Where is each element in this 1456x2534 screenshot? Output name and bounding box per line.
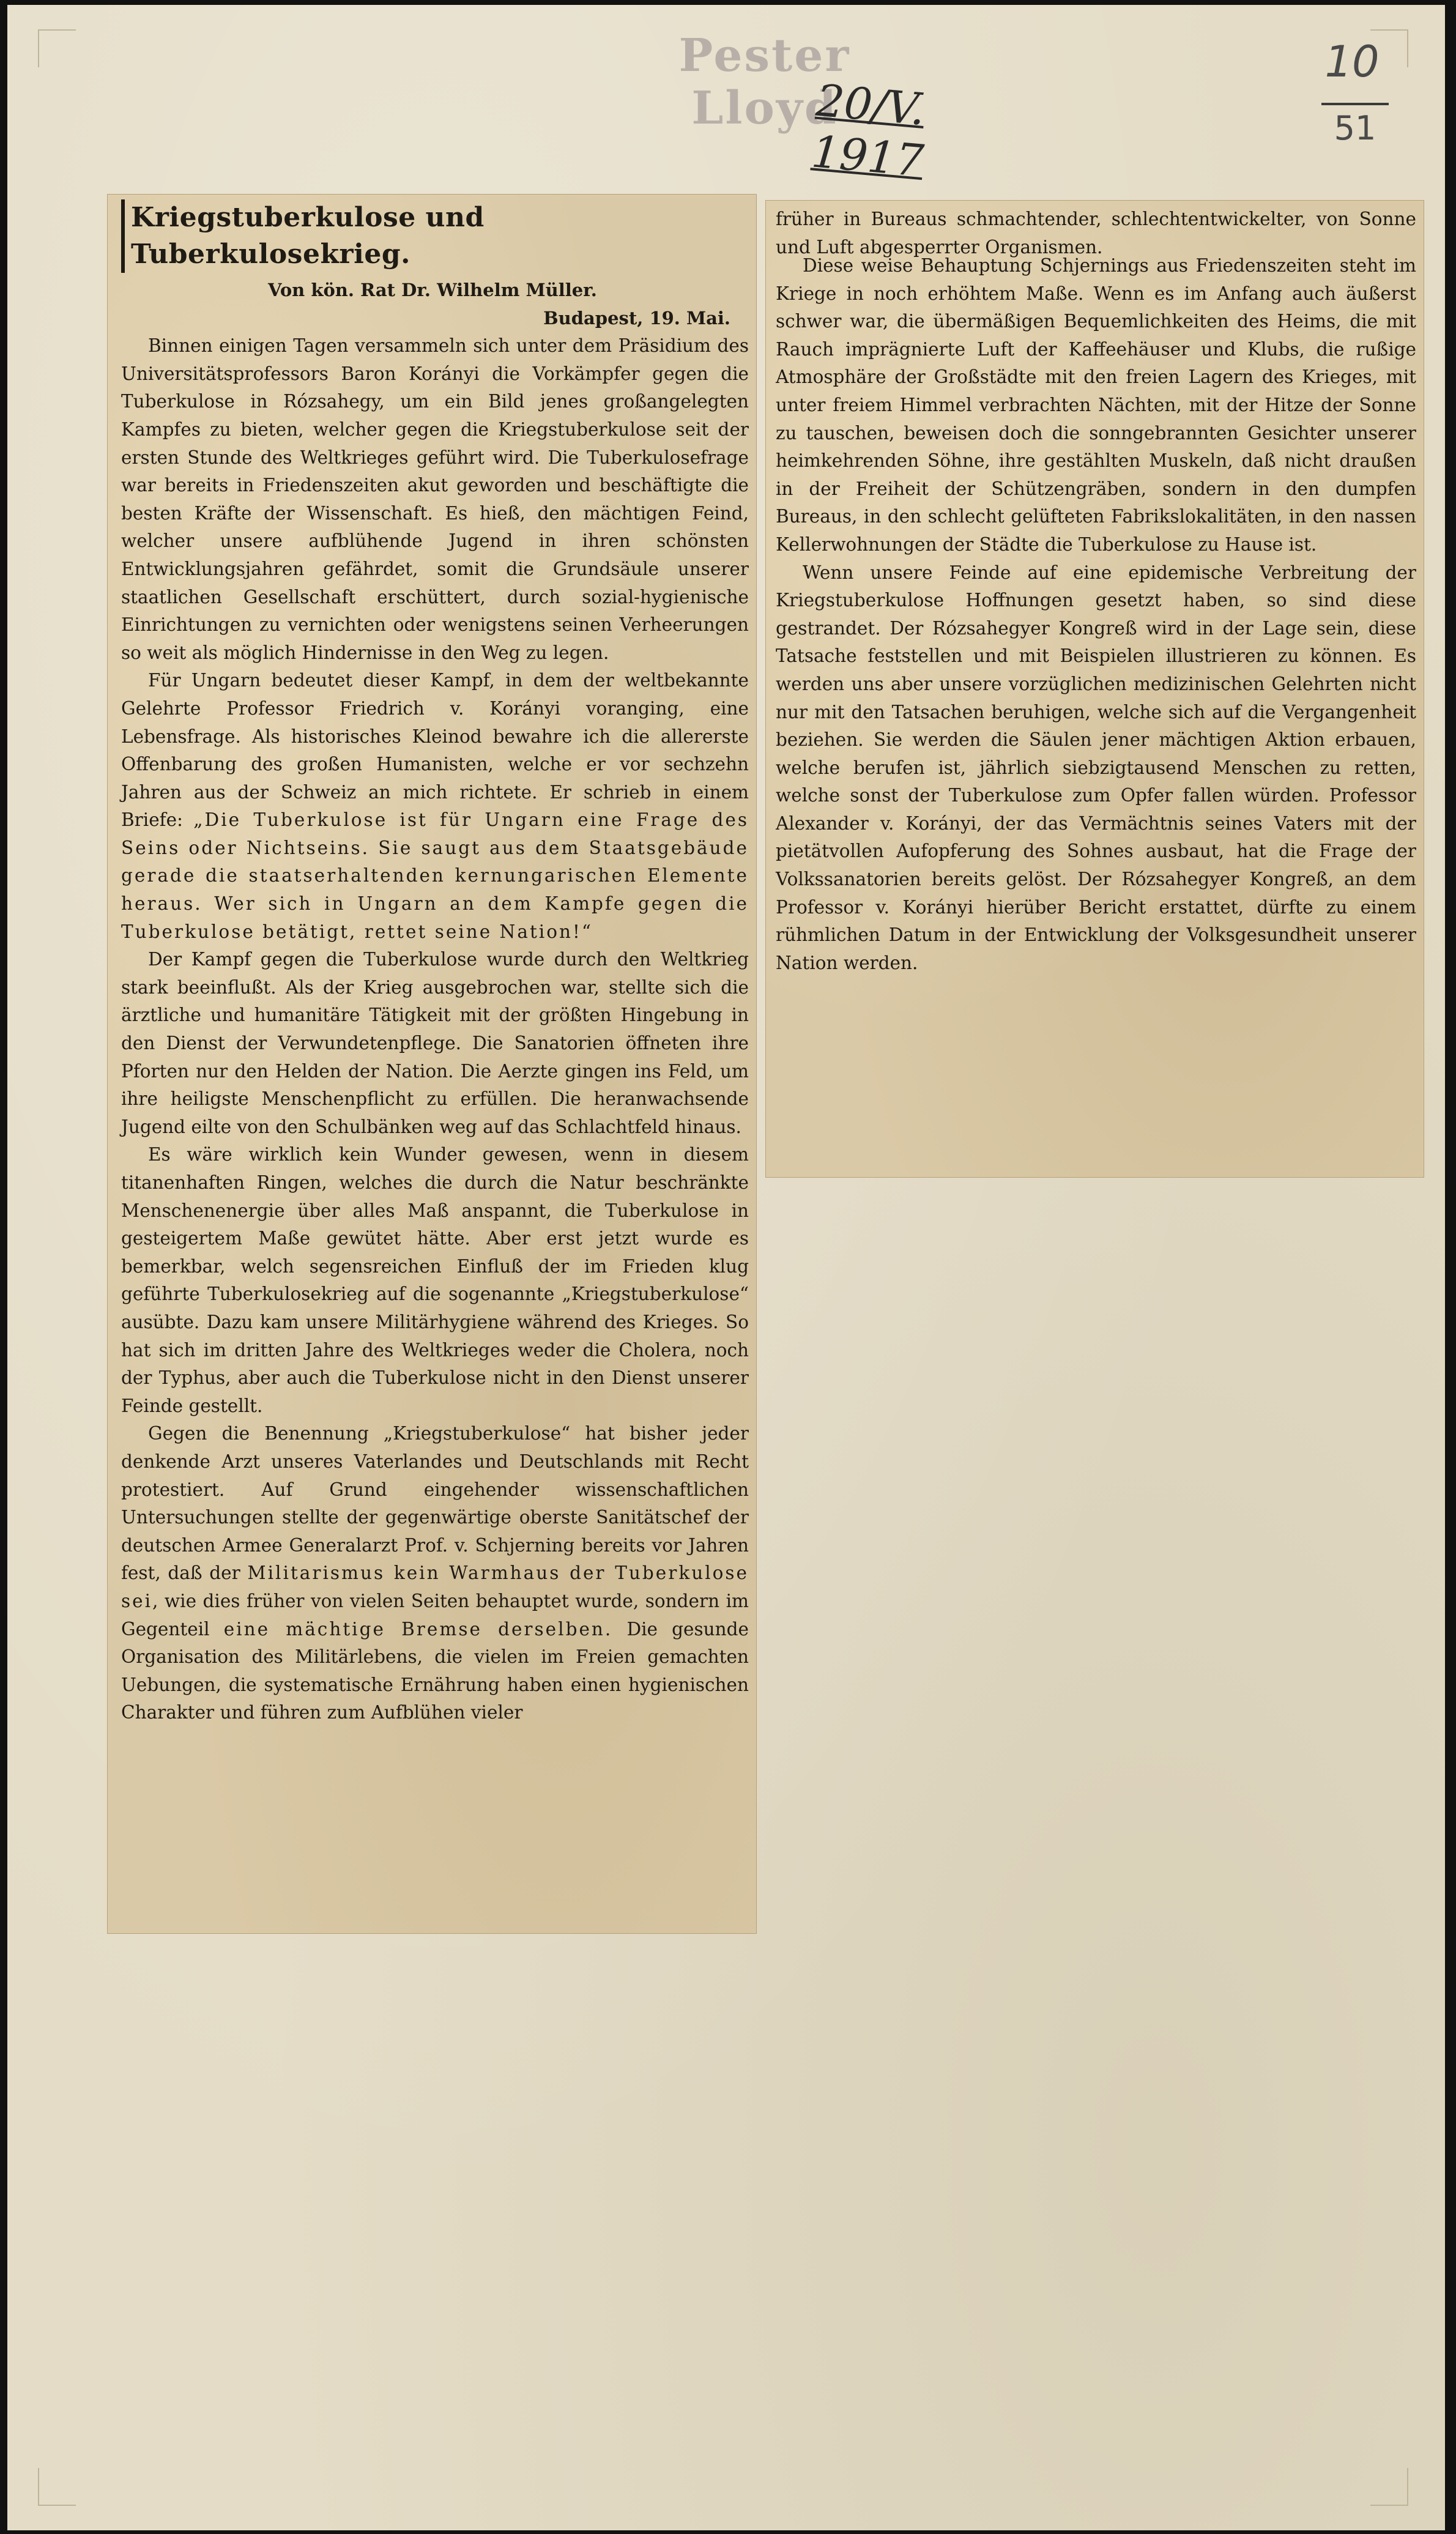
article-clipping-column-1 <box>108 195 756 1933</box>
sheet-corner-mark <box>38 2468 76 2506</box>
newspaper-stamp: Pester Lloyd <box>678 29 851 135</box>
folio-rule <box>1321 103 1389 105</box>
paragraph-text: , wie dies früher von vielen Seiten behauptet wurde, sondern im Gegenteil <box>121 1590 749 1640</box>
quotation: „Die Tuberkulose ist für Ungarn eine Frage des Seins oder Nichtseins. Sie saugt aus dem Staatsgebäude gerade die staatserhaltenden kernungarischen Elemente heraus. Wer sich in Ungarn an dem Kampfe gegen die Tuberkulose betätigt, rettet seine Nation!“ <box>121 809 749 942</box>
emphasis: Militarismus kein Warmhaus der Tuberkulose sei <box>121 1562 749 1611</box>
folio-subnumber: 51 <box>1334 109 1376 147</box>
folio-number: 10 <box>1324 37 1380 87</box>
article-title: Kriegstuberkulose und Tuberkulosekrieg. <box>121 199 749 273</box>
paragraph: Diese weise Behauptung Schjernings aus Friedenszeiten steht im Kriege in noch erhöhtem Maße. Wenn es im Anfang auch äußerst schwer war, die übermäßigen Bequemlichkeiten des Heims, die mit Rauch imprägnierte Luft der Kaffeehäuser und Klubs, die rußige Atmosphäre der Großstädte mit den freien Lagern des Krieges, mit unter freiem Himmel verbrachten Nächten, mit der Hitze der Sonne zu tauschen, beweisen doch die sonngebrannten Gesichter unserer heimkehrenden Söhne, ihre gestählten Muskeln, daß nicht draußen in der Freiheit der Schützengräben, sondern in den dumpfen Bureaus, in den schlecht gelüfteten Fabrikslokalitäten, in den nassen Kellerwohnungen der Städte die Tuberkulose zu Hause ist. <box>776 255 1416 555</box>
paragraph-text: Die gesunde Organisation des Militärlebens, die vielen im Freien gemachten Uebungen, die systematische Ernährung haben einen hygienischen Charakter und führen zum Aufblühen vieler <box>121 1618 749 1723</box>
paragraph: Der Kampf gegen die Tuberkulose wurde durch den Weltkrieg stark beeinflußt. Als der Krieg ausgebrochen war, stellte sich die ärztliche und humanitäre Tätigkeit mit der größten Hingebung in den Dienst der Verwundetenpflege. Die Sanatorien öffneten ihre Pforten nur den Helden der Nation. Die Aerzte gingen ins Feld, um ihre heiligste Menschenpflicht zu erfüllen. Die heranwachsende Jugend eilte von den Schulbänken weg auf das Schlachtfeld hinaus. <box>121 949 749 1137</box>
sheet-corner-mark <box>38 29 76 67</box>
paragraph-text: Gegen die Benennung „Kriegstuberkulose“ hat bisher jeder denkende Arzt unseres Vaterlandes und Deutschlands mit Recht protestiert. Auf Grund eingehender wissenschaftlichen Untersuchungen stellte der gegenwärtige oberste Sanitätschef der deutschen Armee Generalarzt Prof. v. Schjerning bereits vor Jahren fest, daß der <box>121 1423 749 1584</box>
paragraph: Binnen einigen Tagen versammeln sich unter dem Präsidium des Universitätsprofessors Baron Korányi die Vorkämpfer gegen die Tuberkulose in Rózsahegy, um ein Bild jenes großangelegten Kampfes zu bieten, welcher gegen die Kriegstuberkulose seit der ersten Stunde des Weltkrieges geführt wird. Die Tuberkulosefrage war bereits in Friedenszeiten akut geworden und beschäftigte die besten Kräfte der Wissenschaft. Es hieß, den mächtigen Feind, welcher unsere aufblühende Jugend in ihren schönsten Entwicklungsjahren gefährdet, somit die Grundsäule unserer staatlichen Gesellschaft erschüttert, durch sozial-hygienische Einrichtungen zu vernichten oder wenigstens seinen Verheerungen so weit als möglich Hindernisse in den Weg zu legen. <box>121 335 749 663</box>
sheet-corner-mark <box>1370 2468 1408 2506</box>
paragraph-text: Für Ungarn bedeutet dieser Kampf, in dem der weltbekannte Gelehrte Professor Friedrich v. Korányi voranging, eine Lebensfrage. Als historisches Kleinod bewahre ich die allererste Offenbarung des großen Humanisten, welche er vor sechzehn Jahren aus der Schweiz an mich richtete. Er schrieb in einem Briefe: <box>121 670 749 831</box>
paragraph <box>121 667 749 946</box>
handwritten-date: 20/V. 1917 <box>809 74 927 187</box>
article-byline: Von kön. Rat Dr. Wilhelm Müller. <box>268 280 597 300</box>
emphasis: eine mächtige Bremse derselben. <box>223 1618 613 1640</box>
article-clipping-column-2 <box>766 201 1424 1177</box>
paragraph: Wenn unsere Feinde auf eine epidemische Verbreitung der Kriegstuberkulose Hoffnungen gesetzt haben, so sind diese gestrandet. Der Rózsahegyer Kongreß wird in der Lage sein, diese Tatsache feststellen und mit Beispielen illustrieren zu können. Es werden uns aber unsere vorzüglichen medizinischen Gelehrten nicht nur mit den Tatsachen beruhigen, welche sich auf die Vergangenheit beziehen. Sie werden die Säulen jener mächtigen Aktion erbauen, welche berufen ist, jährlich siebzigtausend Menschen zu retten, welche sonst der Tuberkulose zum Opfer fallen würden. Professor Alexander v. Korányi, der das Vermächtnis seines Vaters mit der pietätvollen Aufopferung des Sohnes ausbaut, hat die Frage der Volkssanatorien bereits gelöst. Der Rózsahegyer Kongreß, an dem Professor v. Korányi hierüber Bericht erstattet, dürfte zu einem rühmlichen Datum in der Entwicklung der Volksgesundheit unserer Nation werden. <box>776 562 1416 973</box>
article-dateline: Budapest, 19. Mai. <box>543 307 730 329</box>
paragraph <box>121 1420 749 1727</box>
paragraph: Es wäre wirklich kein Wunder gewesen, wenn in diesem titanenhaften Ringen, welches die durch die Natur beschränkte Menschenenergie über alles Maß anspannt, die Tuberkulose in gesteigertem Maße gewütet hätte. Aber erst jetzt wurde es bemerkbar, welch segensreichen Einfluß der im Frieden klug geführte Tuberkulosekrieg auf die sogenannte „Kriegstuberkulose“ ausübte. Dazu kam unsere Militärhygiene während des Krieges. So hat sich im dritten Jahre des Weltkrieges weder die Cholera, noch der Typhus, aber auch die Tuberkulose nicht in den Dienst unserer Feinde gestellt. <box>121 1144 749 1416</box>
continued-text: früher in Bureaus schmachtender, schlechtentwickelter, von Sonne und Luft abgesperrter Organismen. <box>776 209 1416 258</box>
